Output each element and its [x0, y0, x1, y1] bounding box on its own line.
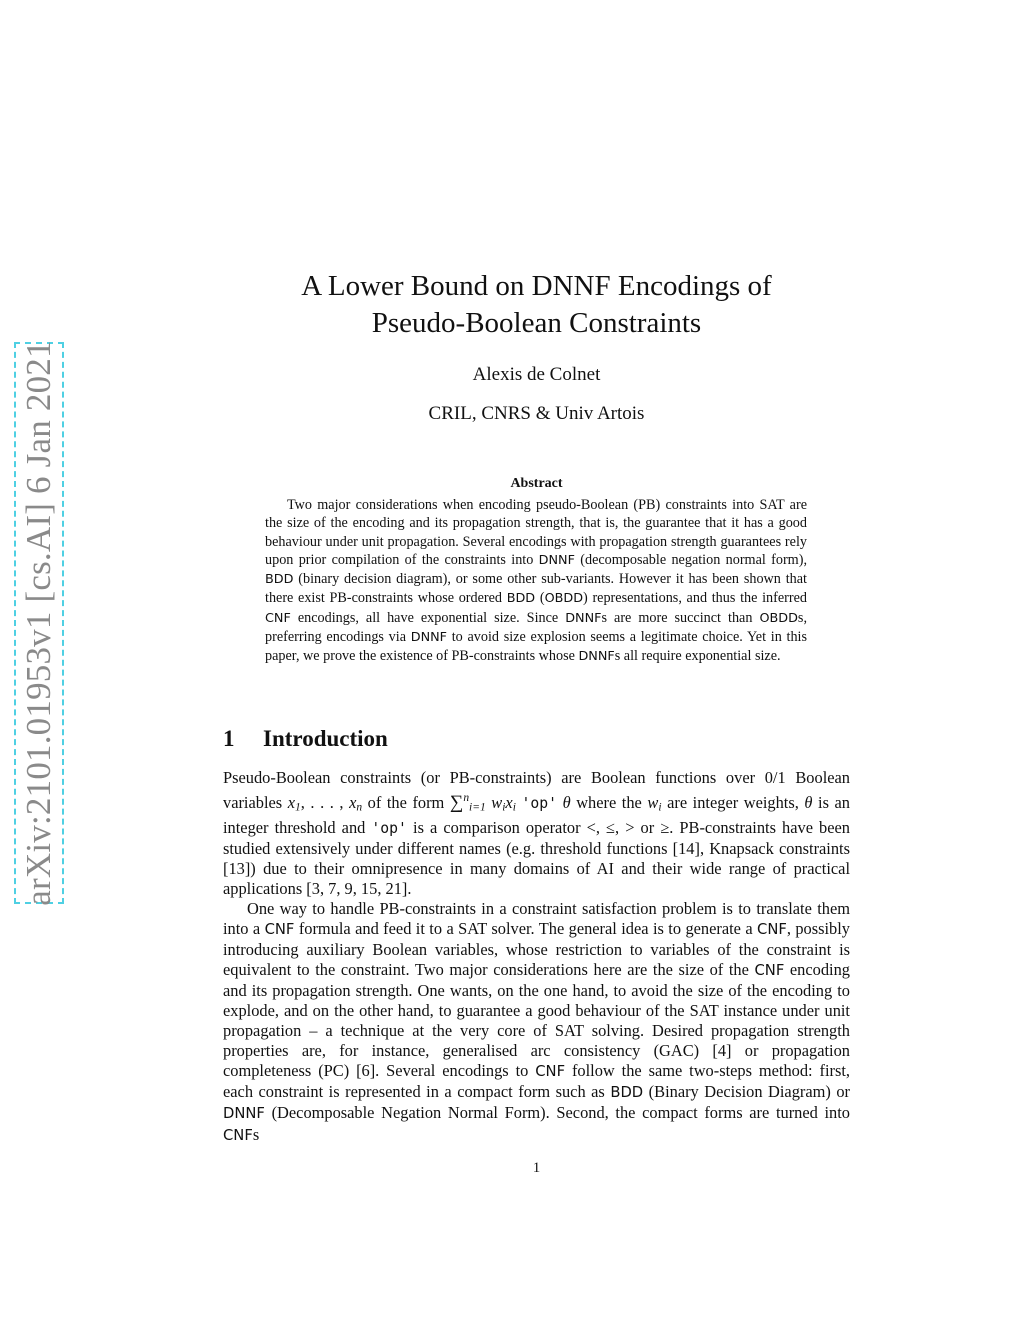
author-affiliation: CRIL, CNRS & Univ Artois	[428, 403, 645, 424]
page-number: 1	[532, 1160, 541, 1176]
title-line-1: A Lower Bound on DNNF Encodings of	[301, 270, 772, 302]
title-line-2: Pseudo-Boolean Constraints	[371, 307, 702, 339]
section-title: Introduction	[263, 726, 388, 751]
intro-paragraph-1: Pseudo-Boolean constraints (or PB-constraints) are Boolean functions over 0/1 Boolean variables $x_1$, . . . , $x_n$ of the form ∑$^n_{i=1}$ $w_ix_i$ 'op' θ where the $w_i$ are integer weights, θ is an integer threshold and 'op' is a comparison operator <, ≤, > or ≥. PB-constraints have been studied extensively under different names (e.g. threshold functions [14], Knapsack constraints [13]) due to their omnipresence in many domains of AI and their wide range of practical applications [3, 7, 9, 15, 21].	[223, 768, 850, 898]
paper-title	[223, 268, 850, 342]
author-name: Alexis de Colnet	[472, 364, 601, 385]
abstract-heading: Abstract	[510, 476, 563, 491]
arxiv-id: arXiv:2101.01953v1 [cs.AI] 6 Jan 2021	[19, 340, 58, 906]
arxiv-identifier-stamp	[14, 342, 64, 904]
intro-paragraph-2: One way to handle PB-constraints in a constraint satisfaction problem is to translate them into a CNF formula and feed it to a SAT solver. The general idea is to generate a CNF, possibly introducing auxiliary Boolean variables, whose restriction to variables of the constraint is equivalent to the constraint. Two major considerations here are the size of the CNF encoding and its propagation strength. One wants, on the one hand, to avoid the size of the encoding to explode, and on the other hand, to guarantee a good behaviour of the SAT instance under unit propagation – a technique at the very core of SAT solving. Desired propagation strength properties are, for instance, generalised arc consistency (GAC) [4] or propagation completeness (PC) [6]. Several encodings to CNF follow the same two-steps method: first, each constraint is represented in a compact form such as BDD (Binary Decision Diagram) or DNNF (Decomposable Negation Normal Form). Second, the compact forms are turned into CNFs	[223, 899, 851, 1144]
introduction-body	[223, 768, 850, 1146]
abstract-text: Two major considerations when encoding pseudo-Boolean (PB) constraints into SAT are the size of the encoding and its propagation strength, that is, the guarantee that it has a good behaviour under unit propagation. Several encodings with propagation strength guarantees rely upon prior compilation of the constraints into DNNF (decomposable negation normal form), BDD (binary decision diagram), or some other sub-variants. However it has been shown that there exist PB-constraints whose ordered BDD (OBDD) representations, and thus the inferred CNF encodings, all have exponential size. Since DNNFs are more succinct than OBDDs, preferring encodings via DNNF to avoid size explosion seems a legitimate choice. Yet in this paper, we prove the existence of PB-constraints whose DNNFs all require exponential size.	[265, 497, 808, 665]
section-number: 1	[223, 726, 235, 751]
section-heading	[223, 726, 388, 752]
